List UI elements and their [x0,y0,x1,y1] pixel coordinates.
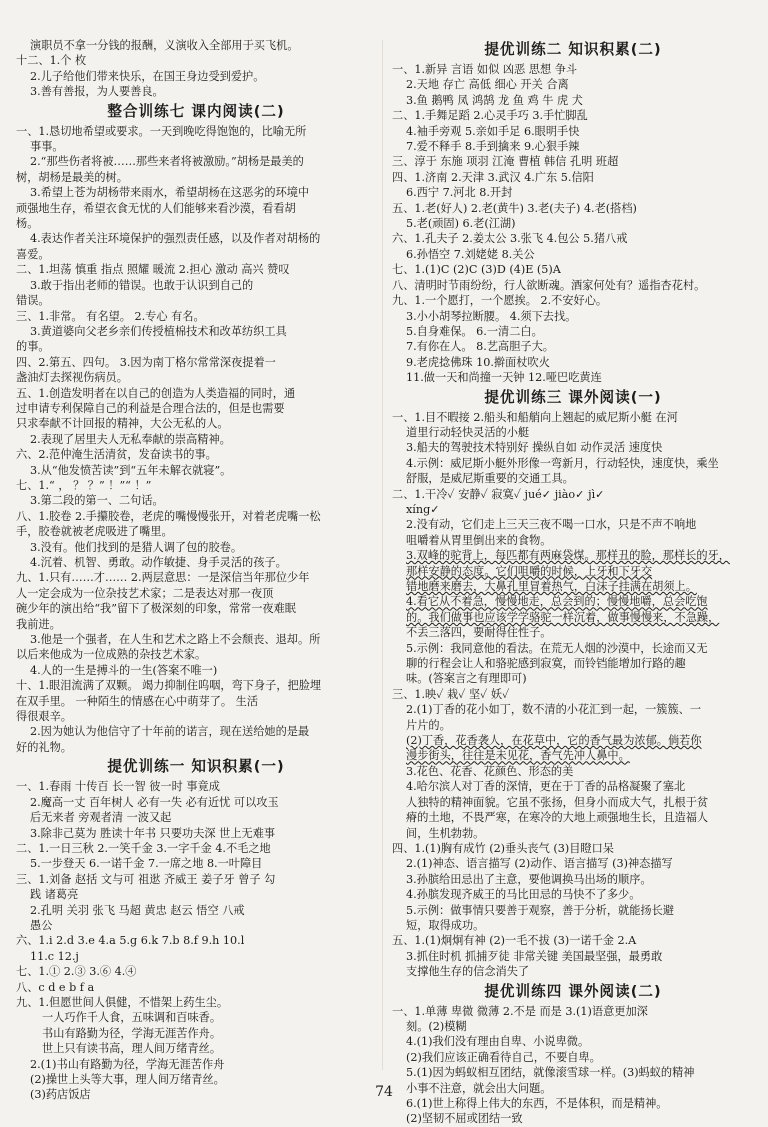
answer-line [16,185,376,200]
answer-line [16,231,376,246]
answer-line [392,231,754,246]
answer-line [16,278,376,293]
line-text: 喜爱。 [16,247,50,261]
line-text: 6.西宁 7.河北 8.开封 [406,186,513,200]
line-text: 四、1.(1)胸有成竹 (2)垂头丧气 (3)目瞪口呆 [392,841,614,855]
line-text: 七、1.① 2.③ 3.⑥ 4.④ [16,965,137,979]
line-text: 六、1.i 2.d 3.e 4.a 5.g 6.k 7.b 8.f 9.h 10.l [16,934,245,948]
line-text: 二、1.手舞足蹈 2.心灵手巧 3.手忙脚乱 [392,109,588,123]
answer-line [392,733,754,748]
answer-line [392,671,754,686]
line-text: 得很艰辛。 [16,710,72,724]
answer-line [16,570,376,585]
section-heading [392,387,754,408]
answer-line [16,740,376,755]
answer-line [16,949,376,964]
line-text: 4.袖手旁观 5.亲如手足 6.眼明手快 [406,124,580,138]
line-text: 愚公 [30,918,53,932]
line-text: 后无来者 旁观者清 一波又起 [30,811,172,825]
line-text: 3.善有善报，为人要善良。 [30,85,164,99]
line-text: xíng✓ [406,502,440,516]
line-text: (2)坚韧不屈或团结一致 [406,1112,523,1126]
answer-line [392,201,754,216]
answer-line [16,694,376,709]
answer-line [392,826,754,841]
line-text: 一人巧作千人食，五味调和百味香。 [42,1011,222,1025]
line-text: 2.天地 存亡 高低 细心 开关 合离 [406,78,569,92]
answer-line [392,77,754,92]
answer-line [392,1004,754,1019]
line-text: 3.从“他发愤苦读”到“五年未解衣就寝”。 [30,463,232,477]
line-text: 不丢三落四，要耐得住性子。 [406,626,552,640]
answer-line [392,456,754,471]
answer-line [392,262,754,277]
answer-line [392,154,754,169]
answer-line [392,625,754,640]
line-text: 八、1.胶卷 2.手攥胶卷，老虎的嘴慢慢张开，对着老虎嘴一松 [16,509,321,523]
line-text: 演职员不拿一分钱的报酬，义演收入全部用于买飞机。 [30,39,299,52]
line-text: (2)操世上头等大事，理人间万绪青丝。 [30,1073,225,1086]
answer-line [16,933,376,948]
line-text: 5.示例：我同意他的看法。在荒无人烟的沙漠中，长途而又无 [406,641,708,655]
answer-line [392,410,754,425]
line-text: 3.抓住时机 抓捕歹徒 非常关键 美国最坚强，最勇敢 [406,949,663,963]
answer-line [16,262,376,277]
line-text: 2.“那些伤者将被……那些来者将被激励。”胡杨是最美的 [30,155,304,169]
answer-line [392,949,754,964]
answer-line [392,641,754,656]
answer-line [392,355,754,370]
line-text: 3.孙膑给田忌出了主意，要他调换马出场的顺序。 [406,872,652,886]
answer-line [392,108,754,123]
line-text: 的事。 [16,340,50,354]
line-text: 味。(答案言之有理即可) [406,672,527,686]
section-heading [392,39,754,60]
answer-line [392,748,754,763]
line-text: 二、1.坦荡 慎重 指点 照耀 暖流 2.担心 激动 高兴 赞叹 [16,263,290,277]
line-text: 5.自身难保。 6.一清二白。 [406,324,543,338]
answer-line [16,463,376,478]
answer-line [16,401,376,416]
line-text: 三、1.非常。 有名望。 2.专心 有名。 [16,309,205,323]
line-text: 树，胡杨是最美的树。 [16,170,128,184]
answer-line [392,278,754,293]
answer-line [392,579,754,594]
answer-line [16,416,376,431]
line-text: 7.爱不释手 8.手到擒来 9.心狠手辣 [406,140,580,154]
answer-line [392,93,754,108]
line-text: 3.小小胡琴拉断腰。 4.须下去找。 [406,309,577,323]
line-text: 7.有你在人。 8.艺高胆子大。 [406,340,554,354]
line-text: 五、1.老(好人) 2.老(黄牛) 3.老(夫子) 4.老(搭档) [392,201,637,215]
line-text: 聊的行程会让人和骆驼感到寂寞，而铃铛能增加行路的趣 [406,657,686,671]
left-column [16,38,376,1102]
line-text: 我前进。 [16,617,61,631]
line-text: 错地磨来磨去，大鼻孔里冒着热气，白沫子挂满在胡须上。 [406,580,697,593]
answer-line [16,856,376,871]
heading-text: 提优训练二 知识积累(二) [484,41,662,58]
line-text: 3.花色、花香、花颜色、形态的美 [406,764,574,778]
line-text: 4.人的一生是搏斗的一生(答案不唯一) [30,663,218,677]
answer-line [16,69,376,84]
answer-line [16,678,376,693]
answer-line [16,1041,376,1056]
line-text: 八、c d e b f a [16,980,95,994]
line-text: 四、2.第五、四句。 3.因为南丁格尔常常深夜提着一 [16,355,276,369]
line-text: 9.老虎捻佛珠 10.擀面杖吹火 [406,355,550,369]
line-text: 七、1.“ ， ？ ？” ！”“ ！” [16,478,152,492]
line-text: 5.老(顽固) 6.老(江湖) [406,217,516,231]
line-text: 11.c 12.j [30,949,79,963]
answer-line [16,663,376,678]
line-text: 三、1.刘备 赵括 文与可 祖逖 齐威王 姜子牙 曾子 勾 [16,872,276,886]
answer-line [392,324,754,339]
answer-line [392,1111,754,1126]
answer-line [392,1065,754,1080]
line-text: 错误。 [16,294,50,308]
line-text: 2.没有动，它们走上三天三夜不喝一口水，只是不声不响地 [406,518,697,532]
answer-line [16,124,376,139]
heading-text: 提优训练四 课外阅读(二) [484,982,662,1000]
answer-line [16,647,376,662]
answer-line [392,933,754,948]
answer-line [16,478,376,493]
answer-line [392,687,754,702]
line-text: 3.除非己莫为 胜读十年书 只要功夫深 世上无难事 [30,826,276,840]
line-text: 以后来他成为一位成熟的杂技艺术家。 [16,648,207,662]
answer-line [16,170,376,185]
answer-line [392,293,754,308]
line-text: 间，生机勃勃。 [406,826,485,840]
line-text: 五、1.(1)炯炯有神 (2)一毛不拔 (3)一诺千金 2.A [392,934,637,948]
answer-line [392,856,754,871]
answer-line [392,548,754,563]
line-text: 舒服，是威尼斯重要的交通工具。 [406,472,574,486]
answer-line [392,247,754,262]
line-text: 2.(1)神态、语言描写 (2)动作、语言描写 (3)神态描写 [406,857,673,871]
answer-line [392,903,754,918]
answer-line [392,610,754,625]
answer-line [16,964,376,979]
answer-line [16,139,376,154]
heading-text: 提优训练一 知识积累(一) [107,758,285,776]
line-text: 2.孔明 关羽 张飞 马超 黄忠 赵云 悟空 八戒 [30,903,245,917]
answer-line [16,826,376,841]
line-text: 三、淳于 东施 项羽 江淹 曹植 韩信 孔明 班超 [392,155,619,169]
line-text: (2)丁香，花香袭人，在花草中，它的香气最为浓郁。倘若你 [406,734,702,748]
answer-line [392,502,754,517]
answer-line [16,540,376,555]
answer-line [392,185,754,200]
answer-line [392,795,754,810]
answer-line [392,1034,754,1049]
line-text: 十二、1.个 枚 [16,54,87,68]
answer-line [16,293,376,308]
answer-line [16,709,376,724]
line-text: 践 诸葛亮 [30,888,79,902]
line-text: 2.儿子给他们带来快乐，在国王身边受到爱护。 [30,69,265,83]
answer-line [16,1057,376,1072]
line-text: 五、1.创造发明者在以自己的创造为人类造福的同时，通 [16,386,296,400]
answer-line [392,339,754,354]
line-text: 2.表现了居里夫人无私奉献的崇高精神。 [30,432,231,446]
line-text: 6.孙悟空 7.刘姥姥 8.关公 [406,247,535,261]
line-text: (3)药店饭店 [30,1088,91,1102]
line-text: 六、1.孔夫子 2.姜太公 3.张飞 4.包公 5.猪八戒 [392,232,628,246]
answer-line [392,370,754,385]
line-text: 九、1.一个愿打，一个愿挨。 2.不安好心。 [392,294,608,308]
line-text: 2.魔高一丈 百年树人 必有一失 必有近忧 可以攻玉 [30,795,279,809]
answer-line [392,872,754,887]
answer-line [392,564,754,579]
answer-line [392,487,754,502]
line-text: 4.示例：威尼斯小艇外形像一弯新月，行动轻快，速度快，乘坐 [406,456,719,470]
answer-line [16,810,376,825]
line-text: 3.希望上苍为胡杨带来雨水，希望胡杨在这恶劣的环境中 [30,186,310,200]
answer-line [392,170,754,185]
answer-line [392,139,754,154]
answer-line [392,764,754,779]
line-text: 手，胶卷就被老虎吸进了嘴里。 [16,525,173,539]
section-heading [392,981,754,1002]
line-text: 六、2.范仲淹生活清贫，发奋读书的事。 [16,448,217,462]
line-text: 3.第二段的第一、二句话。 [30,494,164,508]
line-text: 5.示例：做事情只要善于观察，善于分析，就能扬长避 [406,903,674,917]
line-text: 瘠的土地，不畏严寒，在寒冷的大地上顽强地生长，且造福人 [406,811,709,825]
answer-line [16,524,376,539]
line-text: 一、1.单薄 卑微 微薄 2.不是 而是 3.(1)语意更加深 [392,1004,648,1018]
line-text: 一、1.目不暇接 2.船头和船艄向上翘起的威尼斯小艇 在河 [392,410,678,424]
line-text: 在双手里。 一种陌生的情感在心中萌芽了。 生活 [16,694,259,708]
answer-line [16,355,376,370]
answer-line [16,201,376,216]
answer-line [392,425,754,440]
answer-line [392,1050,754,1065]
section-heading [16,756,376,777]
answer-line [16,632,376,647]
answer-line [16,309,376,324]
line-text: 11.做一天和尚撞一天钟 12.哑巴吃黄连 [406,371,602,385]
answer-line [392,656,754,671]
line-text: 支撑他生存的信念消失了 [406,965,530,979]
line-text: 3.船夫的驾驶技术特别好 操纵自如 动作灵活 速度快 [406,441,663,455]
answer-line [392,216,754,231]
answer-line [16,247,376,262]
answer-line [392,779,754,794]
page-number: 74 [375,1084,393,1100]
answer-line [392,964,754,979]
line-text: 4.哈尔滨人对丁香的深情，更在于丁香的品格凝聚了塞北 [406,780,686,794]
line-text: 过申请专利保障自己的利益是合理合法的，但是也需要 [16,401,285,415]
answer-line [16,370,376,385]
answer-line [16,1010,376,1025]
answer-line [392,594,754,609]
answer-line [16,980,376,995]
answer-line [16,53,376,68]
answer-line [16,509,376,524]
answer-line [16,617,376,632]
section-heading [16,101,376,122]
line-text: (2)我们应该正确看待自己，不要自卑。 [406,1050,601,1064]
line-text: 一、1.新异 言语 如似 凶恶 思想 争斗 [392,63,578,76]
line-text: 2.(1)丁香的花小如丁，数不清的小花汇到一起，一簇簇、一 [406,703,702,717]
line-text: 只求奉献不计回报的精神，大公无私的人。 [16,417,229,431]
answer-line [16,586,376,601]
answer-line [392,440,754,455]
answer-line [16,555,376,570]
answer-line [16,154,376,169]
line-text: 2.因为她认为他信守了十年前的诺言，现在送给她的是最 [30,725,310,739]
answer-line [16,216,376,231]
line-text: 十、1.眼泪流满了双颗。 竭力抑制住呜咽，弯下身子，把脸埋 [16,679,322,693]
line-text: 6.(1)世上称得上伟大的东西，不是体积，而是精神。 [406,1097,668,1110]
answer-line [392,918,754,933]
answer-line [16,339,376,354]
line-text: 人一定会成为一位杂技艺术家；二是表达对那一夜顶 [16,586,274,600]
line-text: 5.一步登天 6.一诺千金 7.一席之地 8.一叶障目 [30,857,263,871]
line-text: 咀嚼着从胃里倒出来的食物。 [406,533,552,547]
line-text: 小事不注意，就会出大问题。 [406,1081,552,1095]
answer-line [16,918,376,933]
right-column [392,38,754,1126]
line-text: 3.黄道婆向父老乡亲们传授植棉技术和改革纺织工具 [30,324,287,338]
line-text: 3.没有。他们找到的是猎人调了包的胶卷。 [30,540,243,554]
line-text: 九、1.只有……才…… 2.两层意思：一是深信当年那位少年 [16,571,310,585]
line-text: 事事。 [30,140,64,154]
answer-line [392,810,754,825]
line-text: 的。我们做事也应该学学骆驼一样沉着，做事慢慢来，不急躁， [406,610,720,624]
line-text: 人独特的精神面貌。它虽不张扬，但身小而成大气，扎根于贫 [406,795,709,809]
answer-line [392,533,754,548]
line-text: 3.他是一个强者，在人生和艺术之路上不会颓丧、退却。所 [30,633,321,647]
line-text: 4.看它从不着急，慢慢地走，总会到的；慢慢地嚼，总会吃饱 [406,595,708,609]
line-text: 3.敢于指出老师的错误。也敢于认识到自己的 [30,278,254,292]
answer-line [16,1026,376,1041]
line-text: 4.表达作者关注环境保护的强烈责任感，以及作者对胡杨的 [30,232,321,246]
line-text: 碗少年的演出给“我”留下了极深刻的印象，常常一夜难眠 [16,602,296,616]
answer-line [16,432,376,447]
line-text: 顽强地生存，希望衣食无忧的人们能够来看沙漠，看看胡 [16,201,296,215]
line-text: 片片的。 [406,718,451,732]
answer-line [392,62,754,77]
answer-line [392,471,754,486]
line-text: 八、清明时节雨纷纷，行人欲断魂。酒家何处有？遥指杏花村。 [392,278,706,292]
line-text: 4.孙膑发现齐威王的马比田忌的马快不了多少。 [406,888,641,902]
line-text: 3.双峰的驼背上，每匹都有两麻袋煤。那样丑的脸，那样长的牙， [406,549,730,563]
answer-line [16,841,376,856]
column-divider [382,40,383,1070]
answer-line [16,84,376,99]
line-text: 杨。 [16,217,39,231]
answer-line [16,795,376,810]
line-text: 二、1.一日三秋 2.一笑千金 3.一字千金 4.不毛之地 [16,841,271,855]
answer-line [16,38,376,53]
answer-line [16,386,376,401]
answer-line [16,995,376,1010]
line-text: 世上只有读书高，理人间万绪青丝。 [42,1042,222,1056]
line-text: 那样安静的态度。它们咀嚼的时候，上牙和下牙交 [406,564,653,578]
answer-line [392,841,754,856]
line-text: 二、1.干冷✓ 安静✓ 寂寞✓ jué✓ jiào✓ jì✓ [392,487,605,501]
line-text: 书山有路勤为径，学海无涯苦作舟。 [42,1026,222,1040]
line-text: 漫步街头，往往是未见花，香气先冲人鼻中。 [406,749,630,763]
line-text: 四、1.济南 2.天津 3.武汉 4.广东 5.信阳 [392,170,594,184]
line-text: 道里行动轻快灵活的小艇 [406,425,530,439]
line-text: 七、1.(1)C (2)C (3)D (4)E (5)A [392,263,561,277]
answer-line [392,718,754,733]
answer-line [16,887,376,902]
line-text: 一、1.恳切地希望或要求。一天到晚吃得饱饱的，比喻无所 [16,124,307,138]
answer-line [16,324,376,339]
heading-text: 整合训练七 课内阅读(二) [107,102,285,120]
line-text: 4.(1)我们没有理由自卑、小说卑微。 [406,1035,590,1049]
line-text: 2.(1)书山有路勤为径，学海无涯苦作舟 [30,1057,225,1071]
line-text: 刻。(2)模糊 [406,1019,467,1033]
line-text: 三、1.映✓ 栽✓ 坚✓ 妖✓ [392,687,510,701]
heading-text: 提优训练三 课外阅读(一) [484,388,662,406]
answer-line [16,493,376,508]
answer-line [392,124,754,139]
answer-line [392,1019,754,1034]
answer-line [16,779,376,794]
line-text: 九、1.但愿世间人俱健，不惜架上药生尘。 [16,995,229,1009]
answer-line [16,447,376,462]
answer-line [16,872,376,887]
line-text: 短，取得成功。 [406,918,485,932]
answer-line [16,601,376,616]
line-text: 一、1.春雨 十传百 长一智 彼一时 事竟成 [16,780,220,794]
line-text: 盏油灯去探视伤病员。 [16,371,128,385]
answer-line [392,702,754,717]
line-text: 5.(1)因为蚂蚁相互团结，就像滚雪球一样。(3)蚂蚁的精神 [406,1066,695,1080]
answer-line [392,887,754,902]
line-text: 3.鱼 鹅鸭 凤 鸿鹄 龙 鱼 鸡 牛 虎 犬 [406,93,583,107]
answer-line [16,903,376,918]
answer-line [392,309,754,324]
line-text: 好的礼物。 [16,740,72,754]
line-text: 4.沉着、机智、勇敢。动作敏捷、身手灵活的孩子。 [30,556,287,569]
answer-line [392,517,754,532]
answer-line [16,724,376,739]
